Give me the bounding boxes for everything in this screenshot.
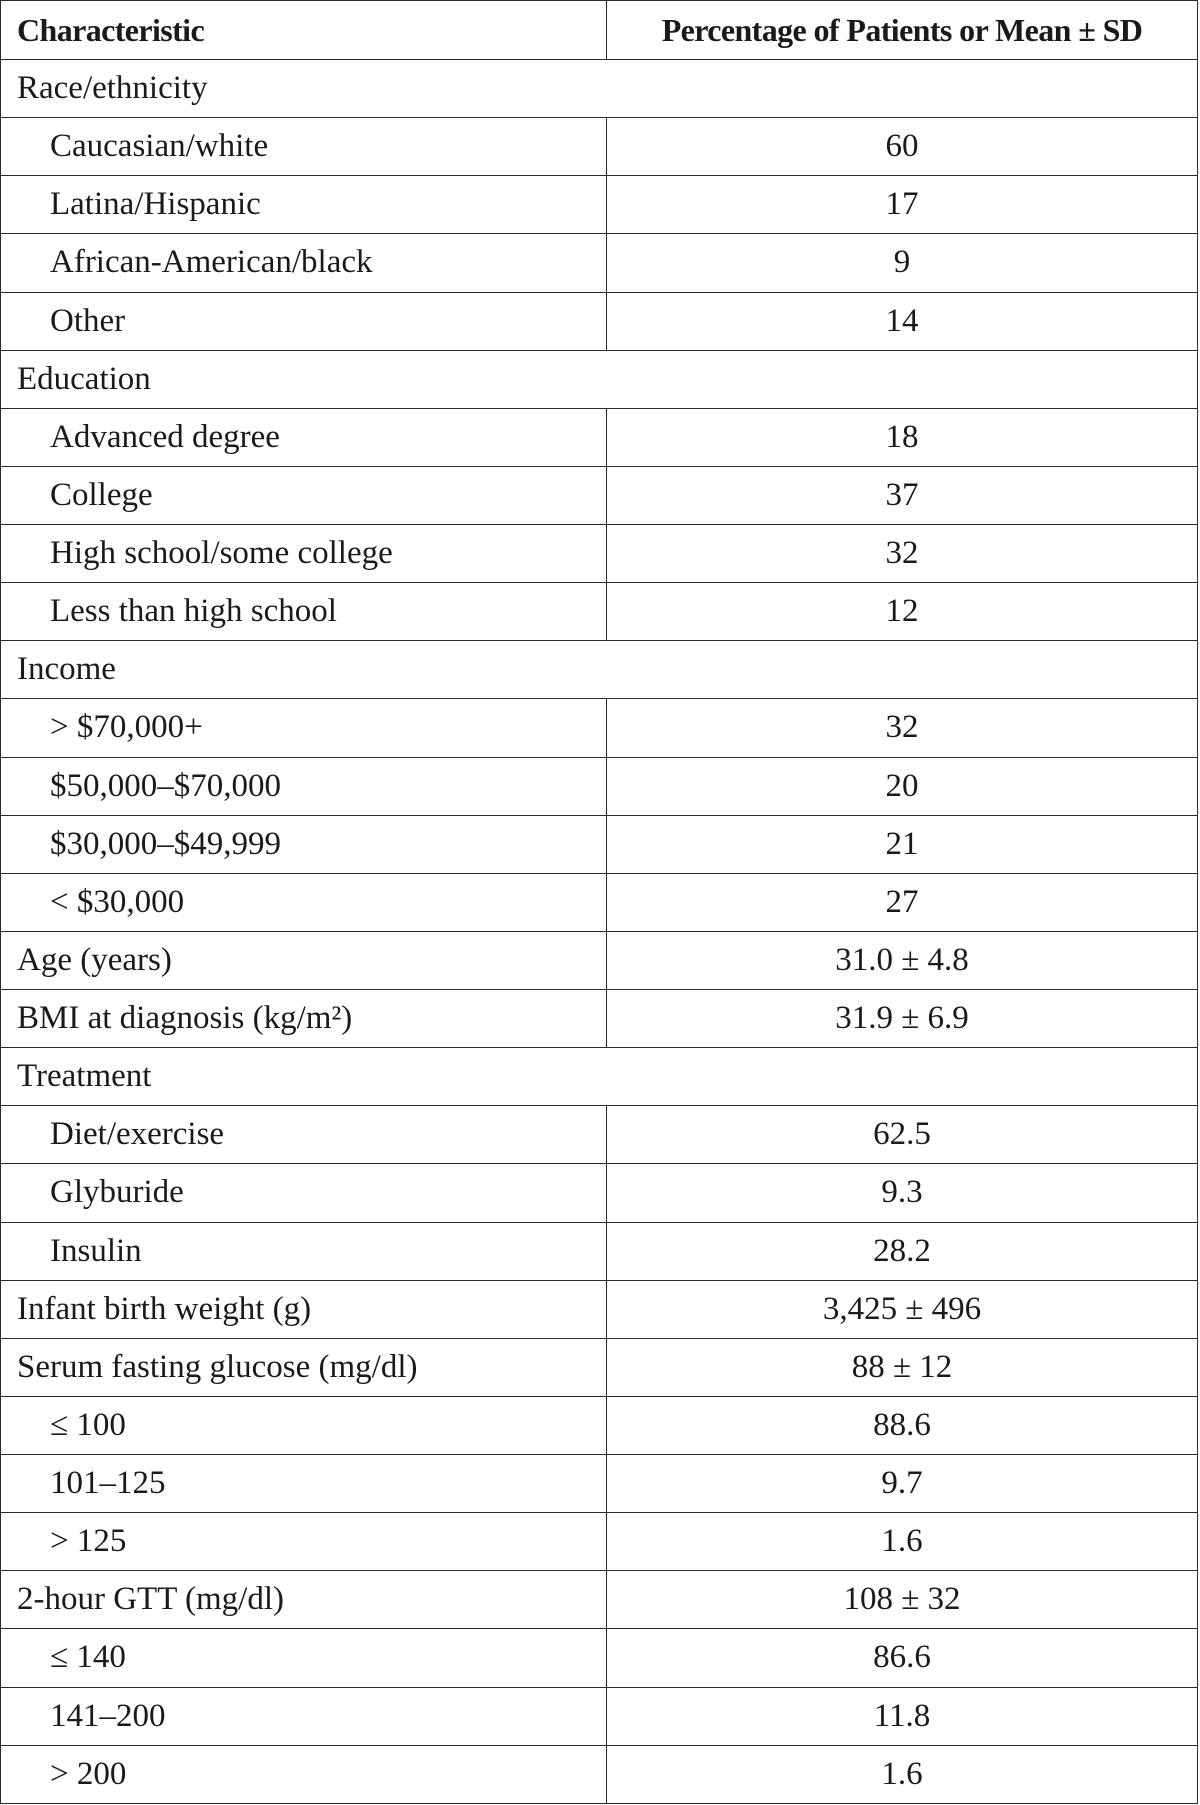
row-label: > 125	[1, 1513, 607, 1571]
row-value: 9	[607, 234, 1198, 292]
section-label: Education	[1, 350, 1198, 408]
row-label: Insulin	[1, 1222, 607, 1280]
table-row	[1, 1571, 1198, 1629]
section-label: Treatment	[1, 1048, 1198, 1106]
table-row	[1, 466, 1198, 524]
row-value: 9.3	[607, 1164, 1198, 1222]
row-label: Latina/Hispanic	[1, 176, 607, 234]
row-label: Serum fasting glucose (mg/dl)	[1, 1338, 607, 1396]
row-value: 37	[607, 466, 1198, 524]
table-row	[1, 1396, 1198, 1454]
row-label: Infant birth weight (g)	[1, 1280, 607, 1338]
row-value: 62.5	[607, 1106, 1198, 1164]
table-row	[1, 699, 1198, 757]
row-value: 9.7	[607, 1455, 1198, 1513]
row-value: 60	[607, 118, 1198, 176]
section-row	[1, 350, 1198, 408]
table-row	[1, 1455, 1198, 1513]
row-label: Advanced degree	[1, 408, 607, 466]
row-label: $50,000–$70,000	[1, 757, 607, 815]
row-value: 12	[607, 583, 1198, 641]
row-value: 3,425 ± 496	[607, 1280, 1198, 1338]
table-header	[1, 1, 1198, 60]
section-label: Income	[1, 641, 1198, 699]
row-label: < $30,000	[1, 873, 607, 931]
row-value: 31.0 ± 4.8	[607, 931, 1198, 989]
table-row	[1, 292, 1198, 350]
row-label: BMI at diagnosis (kg/m²)	[1, 990, 607, 1048]
row-label: Other	[1, 292, 607, 350]
row-value: 1.6	[607, 1745, 1198, 1803]
row-value: 32	[607, 699, 1198, 757]
table-row	[1, 1687, 1198, 1745]
section-row	[1, 1048, 1198, 1106]
row-label: Diet/exercise	[1, 1106, 607, 1164]
row-label: ≤ 100	[1, 1396, 607, 1454]
row-value: 88 ± 12	[607, 1338, 1198, 1396]
row-value: 28.2	[607, 1222, 1198, 1280]
row-value: 1.6	[607, 1513, 1198, 1571]
table-row	[1, 176, 1198, 234]
row-label: College	[1, 466, 607, 524]
table-row	[1, 1745, 1198, 1803]
header-value: Percentage of Patients or Mean ± SD	[607, 1, 1198, 60]
table-row	[1, 1164, 1198, 1222]
table-row	[1, 990, 1198, 1048]
row-label: 101–125	[1, 1455, 607, 1513]
table-row	[1, 583, 1198, 641]
row-label: Less than high school	[1, 583, 607, 641]
row-label: African-American/black	[1, 234, 607, 292]
row-label: 141–200	[1, 1687, 607, 1745]
row-value: 17	[607, 176, 1198, 234]
table-row	[1, 118, 1198, 176]
row-value: 11.8	[607, 1687, 1198, 1745]
section-row	[1, 60, 1198, 118]
section-label: Race/ethnicity	[1, 60, 1198, 118]
row-label: > 200	[1, 1745, 607, 1803]
row-label: Glyburide	[1, 1164, 607, 1222]
row-value: 88.6	[607, 1396, 1198, 1454]
row-value: 31.9 ± 6.9	[607, 990, 1198, 1048]
row-label: High school/some college	[1, 525, 607, 583]
table-row	[1, 1629, 1198, 1687]
table-row	[1, 1338, 1198, 1396]
row-label: $30,000–$49,999	[1, 815, 607, 873]
section-row	[1, 641, 1198, 699]
row-label: Caucasian/white	[1, 118, 607, 176]
table-row	[1, 815, 1198, 873]
row-label: Age (years)	[1, 931, 607, 989]
table-row	[1, 1106, 1198, 1164]
row-value: 18	[607, 408, 1198, 466]
row-label: ≤ 140	[1, 1629, 607, 1687]
table-row	[1, 234, 1198, 292]
row-value: 20	[607, 757, 1198, 815]
header-characteristic: Characteristic	[1, 1, 607, 60]
row-label: 2-hour GTT (mg/dl)	[1, 1571, 607, 1629]
row-label: > $70,000+	[1, 699, 607, 757]
table-row	[1, 1513, 1198, 1571]
table-row	[1, 525, 1198, 583]
table-row	[1, 757, 1198, 815]
table-body	[1, 60, 1198, 1804]
row-value: 21	[607, 815, 1198, 873]
row-value: 108 ± 32	[607, 1571, 1198, 1629]
row-value: 14	[607, 292, 1198, 350]
row-value: 27	[607, 873, 1198, 931]
table-row	[1, 1280, 1198, 1338]
table-row	[1, 931, 1198, 989]
row-value: 32	[607, 525, 1198, 583]
table-row	[1, 873, 1198, 931]
table-row	[1, 408, 1198, 466]
row-value: 86.6	[607, 1629, 1198, 1687]
table-row	[1, 1222, 1198, 1280]
header-row	[1, 1, 1198, 60]
